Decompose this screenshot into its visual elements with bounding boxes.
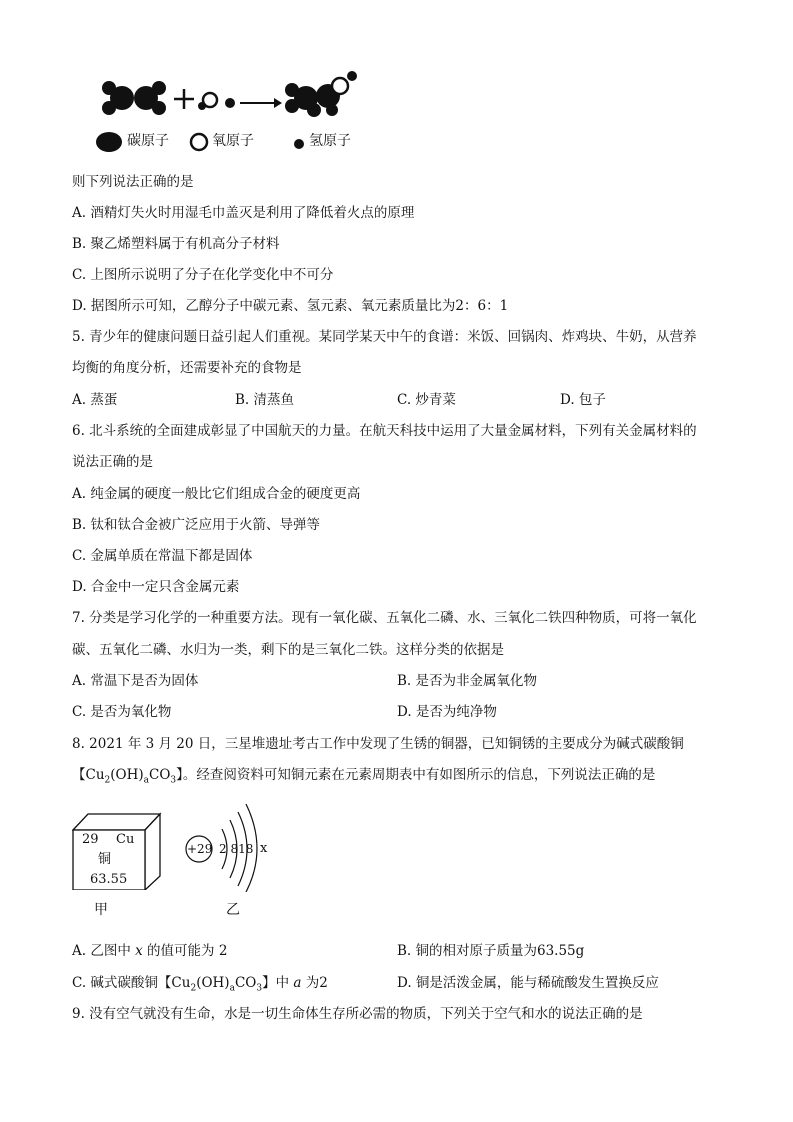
q5-line-1: 5. 青少年的健康问题日益引起人们重视。某同学某天中午的食谱：米饭、回锅肉、炸鸡块、牛奶，从营养 [72,329,697,345]
element-symbol: Cu [116,832,135,847]
q5-option-d: D. 包子 [560,392,606,408]
q5-option-b: B. 清蒸鱼 [235,392,295,408]
element-name: 铜 [98,852,112,867]
reaction-diagram [100,66,380,126]
label-jia: 甲 [94,902,108,918]
q6-option-d: D. 合金中一定只含金属元素 [72,579,240,595]
atom-x: x [260,841,268,856]
reactant-molecule-1 [102,81,166,115]
legend-carbon: 碳原子 [127,133,169,149]
q7-option-b: B. 是否为非金属氧化物 [397,673,538,689]
q5-option-c: C. 炒青菜 [397,392,456,408]
plus-sign [174,89,194,109]
q7-option-a: A. 常温下是否为固体 [72,673,199,689]
q5-line-2: 均衡的角度分析，还需要补充的食物是 [72,360,302,376]
q6-option-a: A. 纯金属的硬度一般比它们组成合金的硬度更高 [72,486,361,502]
q7-option-c: C. 是否为氧化物 [72,704,172,720]
legend-hydrogen: 氢原子 [309,133,351,149]
q8-line-2: 【$Cu_2(OH)_aCO_3$】。经查阅资料可知铜元素在元素周期表中有如图所示的信息，下列说法正确的是 [72,767,656,786]
q5-option-a: A. 蒸蛋 [72,392,118,408]
q4-stem: 则下列说法正确的是 [72,174,194,190]
hydrogen-atom-icon [292,137,306,151]
q8-option-b: B. 铜的相对原子质量为63.55g [397,943,585,959]
q8-option-d: D. 铜是活泼金属，能与稀硫酸发生置换反应 [397,975,659,991]
q8-option-a: A. 乙图中 x 的值可能为 2 [72,943,228,959]
carbon-atom-icon [94,131,124,153]
q6-option-c: C. 金属单质在常温下都是固体 [72,548,253,564]
legend-oxygen: 氧原子 [212,133,254,149]
q9-line-1: 9. 没有空气就没有生命，水是一切生命体生存所必需的物质，下列关于空气和水的说法正确的是 [72,1006,643,1022]
reactant-molecule-2 [198,93,235,110]
oxygen-atom-icon [188,131,210,153]
q6-line-2: 说法正确的是 [72,454,153,470]
element-mass: 63.55 [90,872,128,887]
q8-line-1: 8. 2021 年 3 月 20 日，三星堆遗址考古工作中发现了生锈的铜器，已知铜锈的主要成分为碱式碳酸铜 [72,736,684,752]
q6-option-b: B. 钛和钛合金被广泛应用于火箭、导弹等 [72,517,321,533]
atom-nucleus: +29 [187,842,213,856]
atom-shells: 2 818 [219,842,254,856]
q8-option-c: C. 碱式碳酸铜【$Cu_2(OH)_aCO_3$】中 a 为2 [72,975,328,994]
q7-line-2: 碳、五氧化二磷、水归为一类，剩下的是三氧化二铁。这样分类的依据是 [72,642,504,658]
q7-option-d: D. 是否为纯净物 [397,704,497,720]
q7-line-1: 7. 分类是学习化学的一种重要方法。现有一氧化碳、五氧化二磷、水、三氧化二铁四种物质，可将一氧化 [72,610,697,626]
label-yi: 乙 [226,902,240,918]
element-number: 29 [82,832,99,847]
q4-option-b: B. 聚乙烯塑料属于有机高分子材料 [72,236,280,252]
q4-option-c: C. 上图所示说明了分子在化学变化中不可分 [72,267,334,283]
q4-option-a: A. 酒精灯失火时用湿毛巾盖灭是利用了降低着火点的原理 [72,205,415,221]
arrow [240,98,282,108]
q4-option-d: D. 据图所示可知，乙醇分子中碳元素、氢元素、氧元素质量比为2：6：1 [72,298,509,314]
product-molecule [285,71,357,117]
q6-line-1: 6. 北斗系统的全面建成彰显了中国航天的力量。在航天科技中运用了大量金属材料，下列有关金属材料的 [72,423,697,439]
